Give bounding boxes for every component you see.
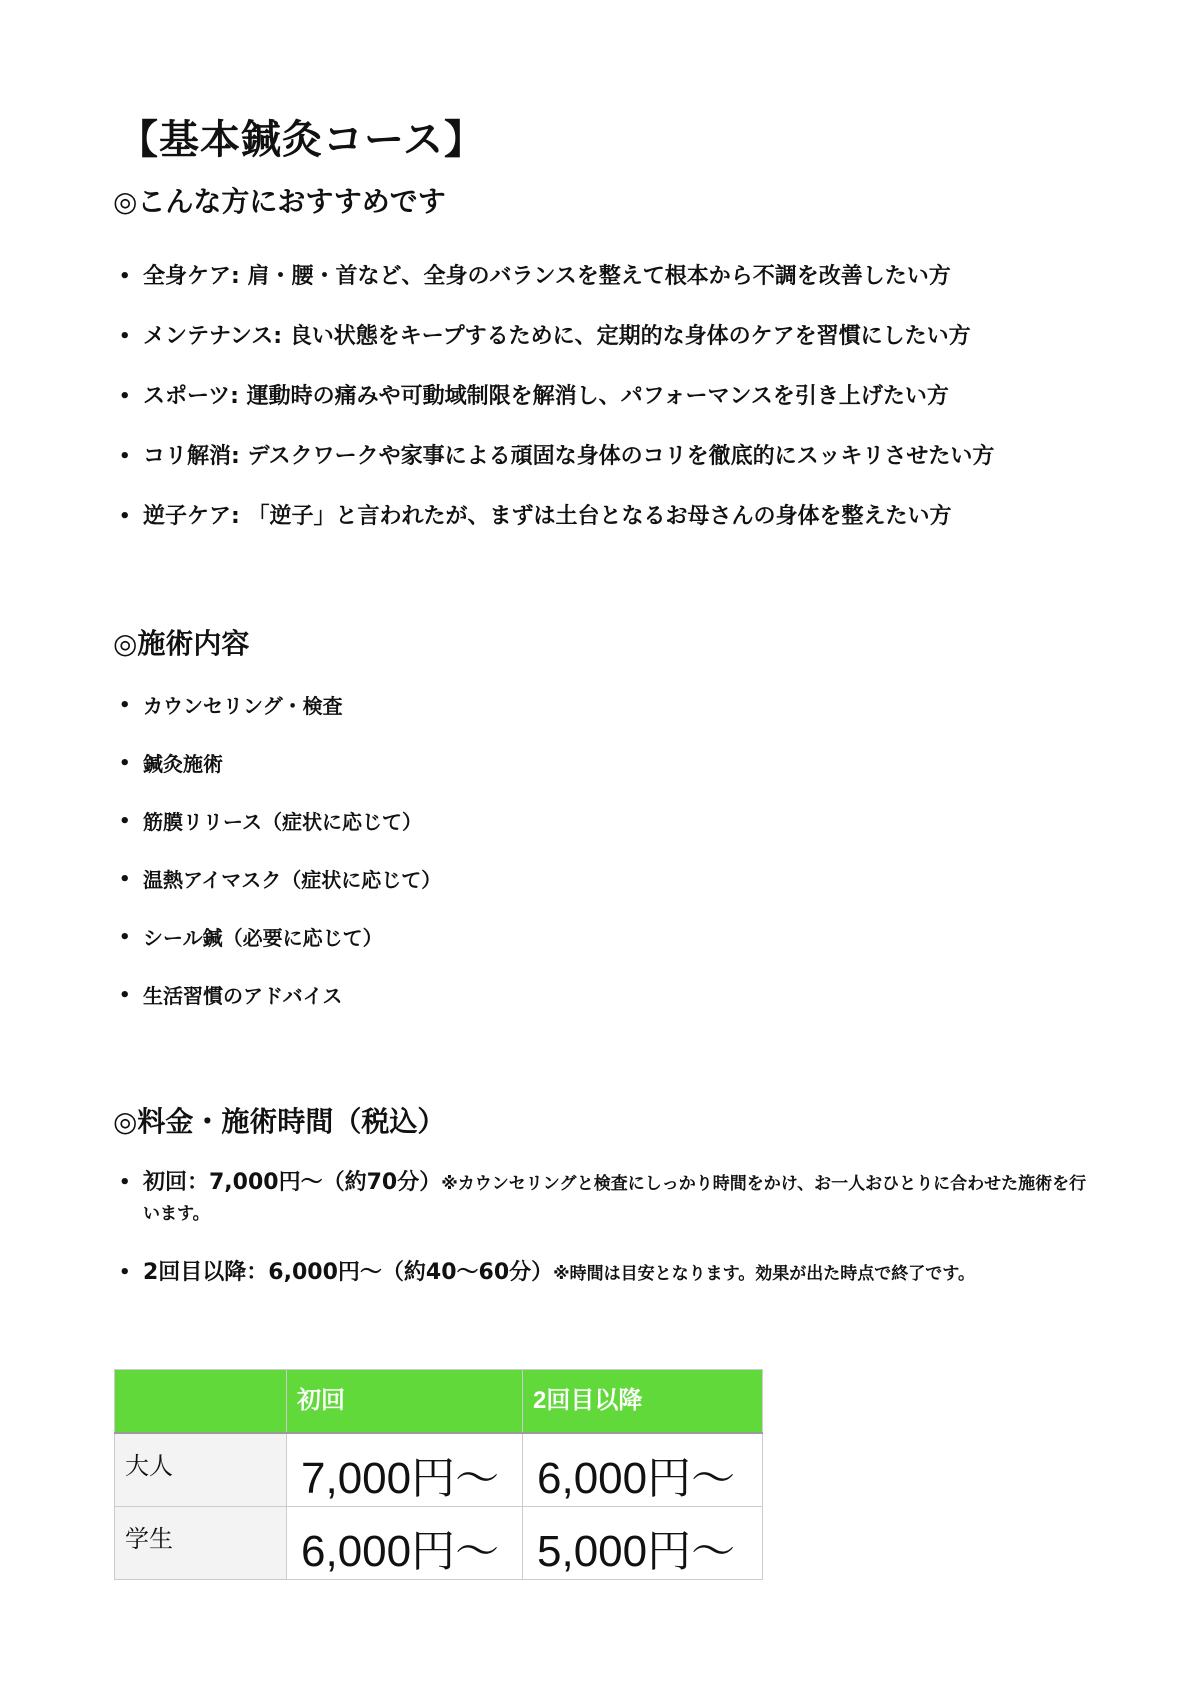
- list-item: • 初回：7,000円〜（約70分）※カウンセリングと検査にしっかり時間をかけ、お一人おひとりに合わせた施術を行います。: [119, 1170, 1087, 1224]
- table-row: [115, 1433, 763, 1507]
- bullet-icon: •: [119, 811, 131, 832]
- bullet-icon: •: [119, 446, 131, 467]
- list-item: • メンテナンス: 良い状態をキープするために、定期的な身体のケアを習慣にしたい方: [113, 322, 994, 382]
- price-cell: 5,000円〜: [523, 1506, 763, 1579]
- price-cell: 6,000円〜: [287, 1506, 523, 1579]
- bullet-icon: •: [119, 695, 131, 716]
- bullet-icon: •: [119, 386, 131, 407]
- list-item: • シール鍼（必要に応じて）: [119, 926, 383, 950]
- list-item: • 全身ケア: 肩・腰・首など、全身のバランスを整えて根本から不調を改善したい方: [113, 262, 994, 322]
- table-row: [115, 1506, 763, 1579]
- list-item: • 生活習慣のアドバイス: [119, 984, 343, 1008]
- recommend-heading: ◎こんな方におすすめです: [113, 185, 446, 218]
- list-item: • コリ解消: デスクワークや家事による頑固な身体のコリを徹底的にスッキリさせたい方: [113, 442, 994, 502]
- bullet-icon: •: [119, 326, 131, 347]
- table-header-row: [115, 1370, 763, 1433]
- bullet-icon: •: [119, 1172, 131, 1193]
- list-item: • スポーツ: 運動時の痛みや可動域制限を解消し、パフォーマンスを引き上げたい方: [113, 382, 994, 442]
- list-item: • 鍼灸施術: [119, 752, 223, 776]
- table-header-cell: 2回目以降: [523, 1370, 763, 1433]
- recommend-list: [113, 262, 994, 562]
- table-header-cell: 初回: [287, 1370, 523, 1433]
- bullet-icon: •: [119, 1262, 131, 1283]
- bullet-icon: •: [119, 927, 131, 948]
- bullet-icon: •: [119, 266, 131, 287]
- bullet-icon: •: [119, 753, 131, 774]
- bullet-icon: •: [119, 506, 131, 527]
- row-label: 大人: [115, 1433, 287, 1507]
- list-item: • カウンセリング・検査: [119, 694, 343, 718]
- page-title: 【基本鍼灸コース】: [118, 117, 485, 163]
- list-item: • 筋膜リリース（症状に応じて）: [119, 810, 422, 834]
- list-item: • 逆子ケア: 「逆子」と言われたが、まずは土台となるお母さんの身体を整えたい方: [113, 502, 994, 562]
- content-list: [113, 692, 441, 1040]
- content-heading: ◎施術内容: [113, 627, 250, 660]
- bullet-icon: •: [119, 985, 131, 1006]
- price-cell: 7,000円〜: [287, 1433, 523, 1507]
- list-item: • 温熱アイマスク（症状に応じて）: [119, 868, 442, 892]
- price-cell: 6,000円〜: [523, 1433, 763, 1507]
- pricing-list: [113, 1168, 1103, 1338]
- pricing-heading: ◎料金・施術時間（税込）: [113, 1105, 446, 1138]
- price-table: [114, 1369, 763, 1580]
- table-header-cell: [115, 1370, 287, 1433]
- list-item: • 2回目以降：6,000円〜（約40〜60分）※時間は目安となります。効果が出た時点で終了です。: [113, 1258, 1103, 1338]
- bullet-icon: •: [119, 869, 131, 890]
- row-label: 学生: [115, 1506, 287, 1579]
